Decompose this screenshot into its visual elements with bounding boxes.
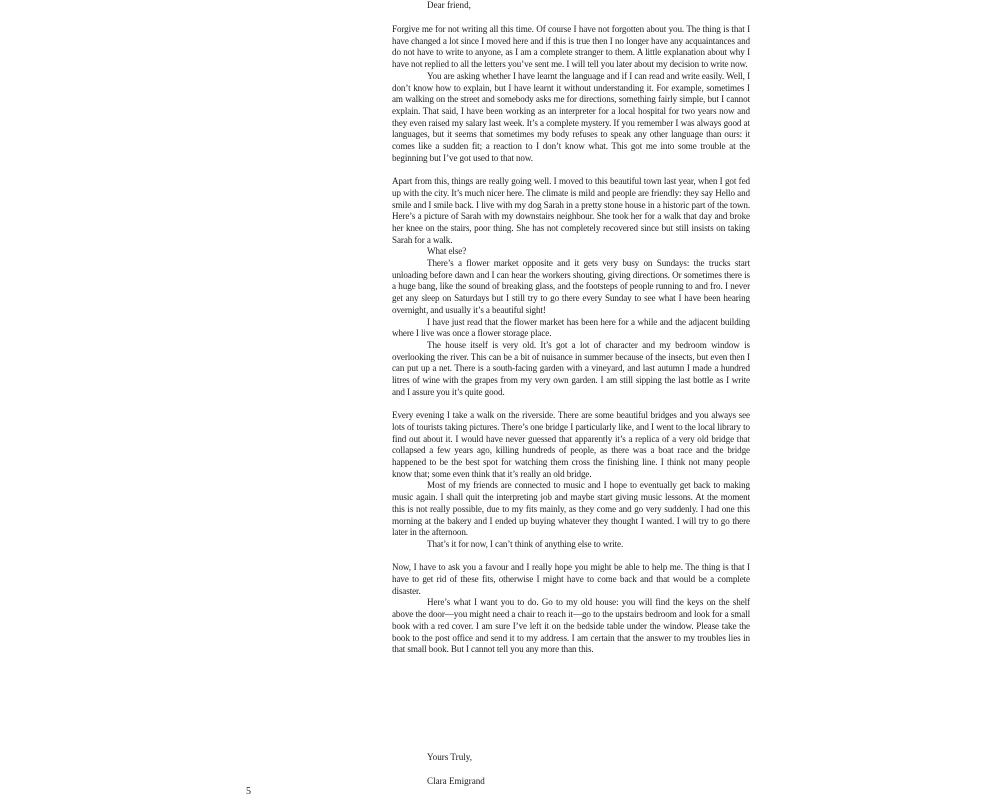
page-number: 5 xyxy=(246,786,251,797)
letter-paragraph: What else? xyxy=(427,246,467,257)
letter-paragraph: I have just read that the flower market has been here for a while and the adjacent building where I live was once a flower storage place. xyxy=(392,316,750,339)
letter-body xyxy=(392,24,750,656)
letter-paragraph: You are asking whether I have learnt the language and if I can read and write easily. Well, I don’t know how to explain, but I have learnt it without understanding it. For example, sometimes I am walking on the street and somebody asks me for directions, something fairly simple, but I cannot explain. That said, I have been working as an interpreter for a local hospital for two years now and they even raised my salary last week. It’s a complete mystery. If you remember I was always good at languages, but it seems that sometimes my body refuses to speak any other language than ours: it comes like a sudden fit; a reaction to I don’t know what. This got me into some trouble at the beginning but I’ve got used to that now. xyxy=(392,70,750,163)
letter-paragraph: The house itself is very old. It’s got a lot of character and my bedroom window is overlooking the river. This can be a bit of nuisance in summer because of the insects, but even then I can put up a net. There is a south-facing garden with a vineyard, and last autumn I made a hundred litres of wine with the grapes from my very own garden. I am still sipping the last bottle as I write and I assure you it’s quite good. xyxy=(392,339,750,397)
letter-paragraph: Apart from this, things are really going well. I moved to this beautiful town last year, when I got fed up with the city. It’s much nicer here. The climate is mild and people are friendly: they say Hello and smile and I smile back. I live with my dog Sarah in a pretty stone house in a historic part of the town. Here’s a picture of Sarah with my downstairs neighbour. She took her for a walk that day and broke her knee on the stairs, poor thing. She has not completely recovered since but still insists on taking Sarah for a walk. xyxy=(392,176,750,245)
letter-paragraph: Most of my friends are connected to music and I hope to eventually get back to making music again. I shall quit the interpreting job and maybe start giving music lessons. At the moment this is not really possible, due to my fits mainly, as they come and go very suddenly. I had one this morning at the bakery and I ended up buying whatever they thought I wanted. I will try to go there later in the afternoon. xyxy=(392,480,750,538)
letter-paragraph: That’s it for now, I can’t think of anything else to write. xyxy=(427,538,624,549)
letter-paragraph: Forgive me for not writing all this time. Of course I have not forgotten about you. The thing is that I have changed a lot since I moved here and if this is true then I no longer have any acquaintances and do not have to write to anyone, as I am a complete stranger to them. A little explanation about why I have not replied to all the letters you’ve sent me. I will tell you later about my decision to write now. xyxy=(392,24,750,70)
letter-closing: Yours Truly, xyxy=(427,752,472,762)
letter-paragraph: Now, I have to ask you a favour and I really hope you might be able to help me. The thing is that I have to get rid of these fits, otherwise I might have to come back and that would be a complete disaster. xyxy=(392,562,750,596)
letter-signature: Clara Emigrand xyxy=(427,776,485,786)
letter-paragraph: There’s a flower market opposite and it gets very busy on Sundays: the trucks start unloading before dawn and I can hear the workers shouting, giving directions. Or sometimes there is a huge bang, like the sound of breaking glass, and the footsteps of people running to and fro. I never get any sleep on Saturdays but I still try to go there every Sunday to see what I have been hearing overnight, and usually it’s a beautiful sight! xyxy=(392,258,750,315)
letter-greeting: Dear friend, xyxy=(427,0,471,10)
letter-paragraph: Here’s what I want you to do. Go to my old house: you will find the keys on the shelf above the door—you might need a chair to reach it—go to the upstairs bedroom and look for a small book with a red cover. I am sure I’ve left it on the bedside table under the window. Please take the book to the post office and send it to my address. I am certain that the answer to my troubles lies in that small book. But I cannot tell you any more than this. xyxy=(392,597,750,655)
letter-paragraph: Every evening I take a walk on the riverside. There are some beautiful bridges and you always see lots of tourists taking pictures. There’s one bridge I particularly like, and I went to the local library to find out about it. I would have never guessed that apparently it’s a replica of a very old bridge that collapsed a few years ago, killing hundreds of people, as there was a boat race and the bridge happened to be the best spot for watching them cross the finishing line. I think not many people know that; some even think that it’s really an old bridge. xyxy=(392,410,750,479)
